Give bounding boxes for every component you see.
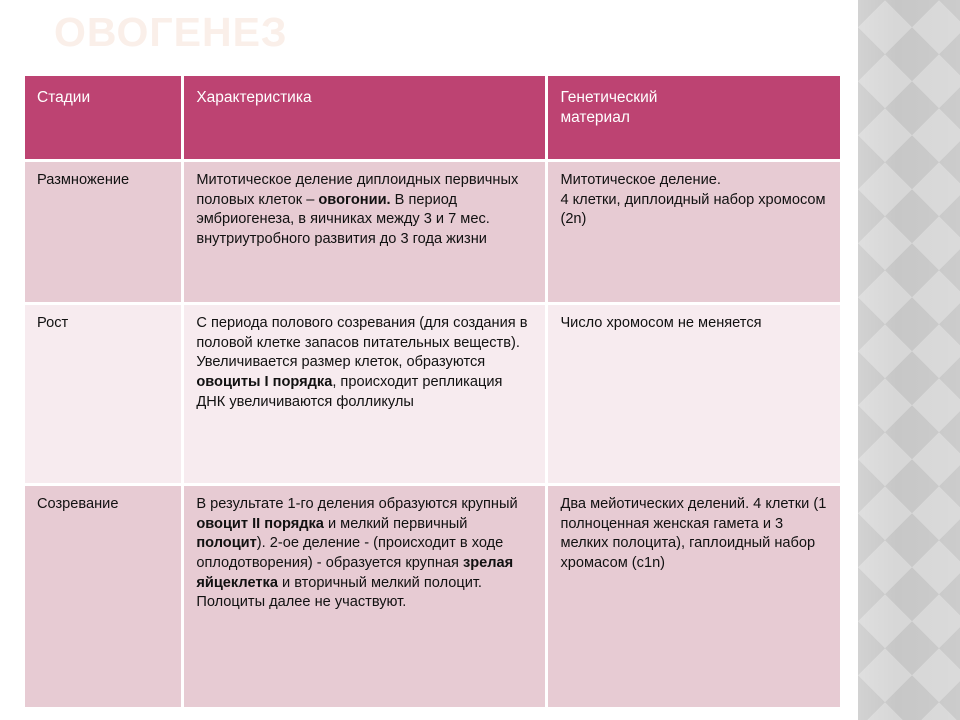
cell-genetic-material: Число хромосом не меняется <box>548 305 840 483</box>
emphasis-term: овоцит II порядка <box>196 515 324 532</box>
text-run: В результате 1-го деления образуются крупный <box>196 496 518 512</box>
column-header-genetic-line-2: материал <box>560 108 630 126</box>
column-header-genetic-material <box>548 76 840 159</box>
column-header-stage: Стадии <box>25 76 181 159</box>
table-row <box>25 486 840 707</box>
emphasis-term: овогонии. <box>318 191 391 208</box>
column-header-genetic-line-1: Генетический <box>560 89 658 106</box>
argyle-pattern-panel <box>858 0 960 720</box>
text-run: С периода полового созревания (для создания в половой клетке запасов питательных веществ). Увеличивается размер клеток, образуются <box>196 315 528 371</box>
panel-sheen <box>858 0 960 720</box>
text-run: и вторичный мелкий полоцит. Полоциты далее не участвуют. <box>196 574 482 611</box>
text-run: Митотическое деление диплоидных первичных половых клеток – <box>196 172 519 208</box>
text-run: ). 2-ое деление - (происходит в ходе оплодотворения) - образуется крупная <box>196 535 504 571</box>
text-run: , происходит репликация ДНК увеличиваются фолликулы <box>196 373 503 410</box>
emphasis-term: зрелая яйцеклетка <box>196 554 514 591</box>
cell-genetic-material: Митотическое деление. 4 клетки, диплоидный набор хромосом (2n) <box>548 162 840 302</box>
table-body <box>25 162 840 707</box>
cell-genetic-material: Два мейотических делений. 4 клетки (1 полноценная женская гамета и 3 мелких полоцита), гаплоидный набор хромасом (с1n) <box>548 486 840 707</box>
column-header-characteristic: Характеристика <box>184 76 545 159</box>
table-row <box>25 162 840 302</box>
cell-characteristic <box>184 486 545 707</box>
table-header-row <box>25 76 840 159</box>
table-header <box>25 76 840 159</box>
table-row <box>25 305 840 483</box>
text-run: В период эмбриогенеза, в яичниках между 3 и 7 мес. внутриутробного развития до 3 года жизни <box>196 191 490 247</box>
cell-stage: Рост <box>25 305 181 483</box>
cell-characteristic <box>184 162 545 302</box>
cell-characteristic <box>184 305 545 483</box>
text-run: и мелкий первичный <box>323 515 468 532</box>
oogenesis-table <box>22 73 843 710</box>
emphasis-term: полоцит <box>196 535 257 552</box>
page-title: ОВОГЕНЕЗ <box>54 9 288 55</box>
emphasis-term: овоциты I порядка <box>196 373 333 390</box>
cell-stage: Созревание <box>25 486 181 707</box>
cell-stage: Размножение <box>25 162 181 302</box>
